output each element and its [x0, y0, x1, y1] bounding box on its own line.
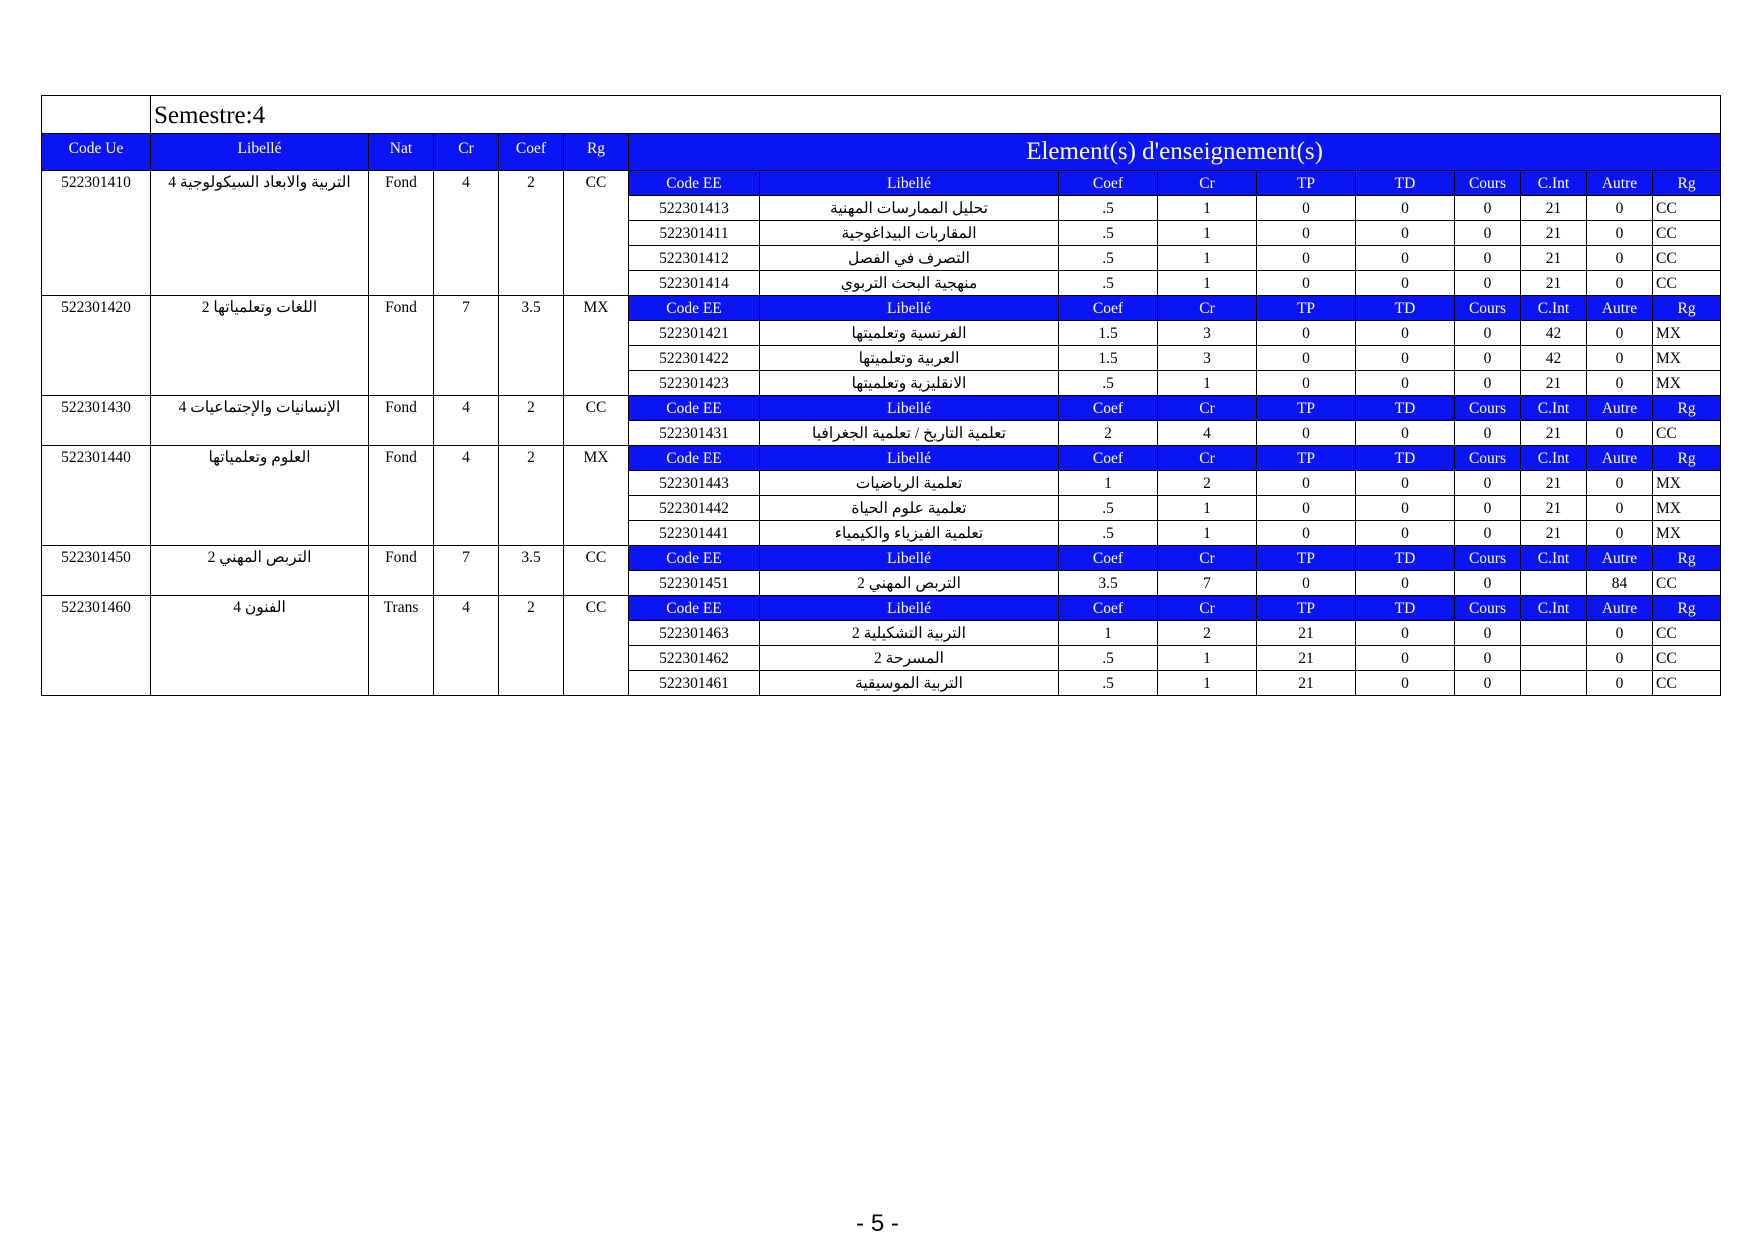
ee-header-label: Libellé [760, 546, 1059, 571]
ee-cours: 0 [1455, 246, 1521, 271]
ee-header-label: Libellé [760, 396, 1059, 421]
ee-rg: CC [1653, 671, 1721, 696]
ee-header-tp: TP [1257, 396, 1356, 421]
ee-td: 0 [1356, 471, 1455, 496]
ee-cr: 1 [1158, 496, 1257, 521]
ue-label: التربية والابعاد السيكولوجية 4 [151, 171, 369, 296]
ee-header-tp: TP [1257, 446, 1356, 471]
ue-coef: 2 [499, 446, 564, 546]
ee-header-autre: Autre [1587, 546, 1653, 571]
ee-coef: .5 [1059, 221, 1158, 246]
ee-header-label: Libellé [760, 596, 1059, 621]
ee-code: 522301461 [629, 671, 760, 696]
header-row [42, 134, 1721, 171]
ue-nat: Fond [369, 446, 434, 546]
ee-td: 0 [1356, 671, 1455, 696]
ee-autre: 0 [1587, 271, 1653, 296]
ee-code: 522301443 [629, 471, 760, 496]
ee-rg: CC [1653, 271, 1721, 296]
ue-nat: Fond [369, 171, 434, 296]
ee-header-tp: TP [1257, 296, 1356, 321]
ee-td: 0 [1356, 621, 1455, 646]
ue-label: اللغات وتعلمياتها 2 [151, 296, 369, 396]
ee-header-coef: Coef [1059, 296, 1158, 321]
ee-header-cours: Cours [1455, 396, 1521, 421]
ee-label: الانقليزية وتعلميتها [760, 371, 1059, 396]
ee-td: 0 [1356, 321, 1455, 346]
unit-row [42, 446, 1721, 471]
ee-tp: 21 [1257, 621, 1356, 646]
ee-header-td: TD [1356, 296, 1455, 321]
ee-autre: 0 [1587, 496, 1653, 521]
ee-tp: 0 [1257, 496, 1356, 521]
ue-nat: Fond [369, 396, 434, 446]
ue-rg: CC [564, 596, 629, 696]
ue-code: 522301450 [42, 546, 151, 596]
ue-label: الإنسانيات والإجتماعيات 4 [151, 396, 369, 446]
header-nat: Nat [369, 134, 434, 171]
ee-coef: 2 [1059, 421, 1158, 446]
ee-cours: 0 [1455, 271, 1521, 296]
ee-code: 522301423 [629, 371, 760, 396]
ee-header-coef: Coef [1059, 446, 1158, 471]
ee-rg: CC [1653, 621, 1721, 646]
ee-header-code: Code EE [629, 546, 760, 571]
ee-cint: 21 [1521, 371, 1587, 396]
ue-label: التربص المهني 2 [151, 546, 369, 596]
ee-cint: 42 [1521, 346, 1587, 371]
ee-header-autre: Autre [1587, 596, 1653, 621]
ue-code: 522301460 [42, 596, 151, 696]
ee-cr: 1 [1158, 221, 1257, 246]
ee-autre: 0 [1587, 471, 1653, 496]
ue-nat: Fond [369, 546, 434, 596]
ee-coef: .5 [1059, 246, 1158, 271]
ee-tp: 0 [1257, 321, 1356, 346]
ee-cr: 1 [1158, 196, 1257, 221]
ee-tp: 0 [1257, 246, 1356, 271]
ue-nat: Trans [369, 596, 434, 696]
ee-cint [1521, 571, 1587, 596]
ue-cr: 4 [434, 171, 499, 296]
ee-header-td: TD [1356, 446, 1455, 471]
ee-cint: 21 [1521, 471, 1587, 496]
ee-header-autre: Autre [1587, 446, 1653, 471]
ee-label: منهجية البحث التربوي [760, 271, 1059, 296]
ee-autre: 0 [1587, 521, 1653, 546]
ee-label: تعلمية الرياضيات [760, 471, 1059, 496]
ee-cint [1521, 646, 1587, 671]
ue-coef: 2 [499, 396, 564, 446]
ee-rg: CC [1653, 246, 1721, 271]
semester-table-container [41, 95, 1720, 694]
ue-coef: 2 [499, 596, 564, 696]
ue-rg: MX [564, 446, 629, 546]
semester-title: Semestre:4 [151, 96, 1721, 134]
ee-label: التصرف في الفصل [760, 246, 1059, 271]
ee-header-td: TD [1356, 396, 1455, 421]
ue-rg: CC [564, 396, 629, 446]
ee-td: 0 [1356, 221, 1455, 246]
ee-tp: 0 [1257, 196, 1356, 221]
ee-cours: 0 [1455, 571, 1521, 596]
ee-tp: 0 [1257, 421, 1356, 446]
header-coef: Coef [499, 134, 564, 171]
ee-label: التربية التشكيلية 2 [760, 621, 1059, 646]
ee-rg: CC [1653, 571, 1721, 596]
ee-label: المقاربات البيداغوجية [760, 221, 1059, 246]
ee-code: 522301451 [629, 571, 760, 596]
unit-row [42, 171, 1721, 196]
ee-cint: 21 [1521, 196, 1587, 221]
ee-header-cint: C.Int [1521, 596, 1587, 621]
ee-cours: 0 [1455, 621, 1521, 646]
ee-td: 0 [1356, 421, 1455, 446]
ee-header-rg: Rg [1653, 596, 1721, 621]
ue-coef: 2 [499, 171, 564, 296]
ee-cours: 0 [1455, 221, 1521, 246]
ee-code: 522301413 [629, 196, 760, 221]
ue-label: العلوم وتعلمياتها [151, 446, 369, 546]
unit-row [42, 546, 1721, 571]
ue-code: 522301410 [42, 171, 151, 296]
header-libelle: Libellé [151, 134, 369, 171]
ee-cint: 21 [1521, 246, 1587, 271]
ee-cours: 0 [1455, 471, 1521, 496]
ee-cint: 42 [1521, 321, 1587, 346]
ee-cours: 0 [1455, 421, 1521, 446]
ee-header-coef: Coef [1059, 546, 1158, 571]
ee-header-cint: C.Int [1521, 446, 1587, 471]
ee-rg: CC [1653, 196, 1721, 221]
ee-coef: 3.5 [1059, 571, 1158, 596]
ee-header-code: Code EE [629, 296, 760, 321]
ee-cr: 1 [1158, 521, 1257, 546]
ee-tp: 21 [1257, 671, 1356, 696]
ee-header-code: Code EE [629, 446, 760, 471]
semester-row [42, 96, 1721, 134]
ee-cours: 0 [1455, 346, 1521, 371]
unit-row [42, 396, 1721, 421]
ee-rg: MX [1653, 371, 1721, 396]
ee-coef: .5 [1059, 371, 1158, 396]
ee-code: 522301463 [629, 621, 760, 646]
ee-autre: 0 [1587, 246, 1653, 271]
ee-header-cours: Cours [1455, 596, 1521, 621]
ue-coef: 3.5 [499, 546, 564, 596]
ee-cint: 21 [1521, 496, 1587, 521]
ee-coef: .5 [1059, 646, 1158, 671]
ue-code: 522301440 [42, 446, 151, 546]
ee-header-td: TD [1356, 171, 1455, 196]
ee-header-rg: Rg [1653, 546, 1721, 571]
ee-coef: .5 [1059, 671, 1158, 696]
ee-code: 522301422 [629, 346, 760, 371]
ee-cint: 21 [1521, 271, 1587, 296]
ee-autre: 84 [1587, 571, 1653, 596]
ee-cr: 3 [1158, 321, 1257, 346]
unit-row [42, 596, 1721, 621]
ee-cint: 21 [1521, 521, 1587, 546]
ee-header-cr: Cr [1158, 396, 1257, 421]
ee-rg: CC [1653, 221, 1721, 246]
ee-td: 0 [1356, 346, 1455, 371]
ue-nat: Fond [369, 296, 434, 396]
ee-rg: CC [1653, 421, 1721, 446]
ee-header-cr: Cr [1158, 596, 1257, 621]
page-number: - 5 - [856, 1210, 899, 1237]
ee-label: تعلمية علوم الحياة [760, 496, 1059, 521]
ee-header-cr: Cr [1158, 296, 1257, 321]
ee-tp: 21 [1257, 646, 1356, 671]
ue-coef: 3.5 [499, 296, 564, 396]
ee-code: 522301441 [629, 521, 760, 546]
ee-cint [1521, 671, 1587, 696]
ee-td: 0 [1356, 496, 1455, 521]
ue-cr: 4 [434, 396, 499, 446]
ee-cint: 21 [1521, 421, 1587, 446]
ee-header-autre: Autre [1587, 296, 1653, 321]
ee-header-rg: Rg [1653, 296, 1721, 321]
ee-header-label: Libellé [760, 296, 1059, 321]
ue-cr: 7 [434, 296, 499, 396]
ee-header-coef: Coef [1059, 171, 1158, 196]
ee-header-rg: Rg [1653, 171, 1721, 196]
ee-rg: MX [1653, 521, 1721, 546]
ee-cours: 0 [1455, 496, 1521, 521]
ee-tp: 0 [1257, 346, 1356, 371]
ee-header-rg: Rg [1653, 396, 1721, 421]
ee-autre: 0 [1587, 221, 1653, 246]
ee-coef: 1 [1059, 621, 1158, 646]
ee-code: 522301442 [629, 496, 760, 521]
ee-header-coef: Coef [1059, 396, 1158, 421]
ee-header-cours: Cours [1455, 446, 1521, 471]
ee-header-td: TD [1356, 546, 1455, 571]
ee-cint [1521, 621, 1587, 646]
ee-header-cint: C.Int [1521, 296, 1587, 321]
ee-header-cours: Cours [1455, 296, 1521, 321]
ee-header-cint: C.Int [1521, 546, 1587, 571]
ue-rg: MX [564, 296, 629, 396]
ee-td: 0 [1356, 646, 1455, 671]
ee-coef: 1.5 [1059, 346, 1158, 371]
ee-cr: 1 [1158, 271, 1257, 296]
ee-header-cint: C.Int [1521, 396, 1587, 421]
ee-header-tp: TP [1257, 546, 1356, 571]
ue-rg: CC [564, 546, 629, 596]
ee-tp: 0 [1257, 371, 1356, 396]
ee-cr: 4 [1158, 421, 1257, 446]
ee-label: تعلمية التاريخ / تعلمية الجغرافيا [760, 421, 1059, 446]
ee-header-cours: Cours [1455, 171, 1521, 196]
semester-table [41, 95, 1721, 696]
ee-td: 0 [1356, 521, 1455, 546]
ee-td: 0 [1356, 196, 1455, 221]
ee-coef: 1 [1059, 471, 1158, 496]
ee-cr: 2 [1158, 621, 1257, 646]
ee-header-rg: Rg [1653, 446, 1721, 471]
ee-label: الفرنسية وتعلميتها [760, 321, 1059, 346]
ee-cr: 1 [1158, 646, 1257, 671]
ue-code: 522301420 [42, 296, 151, 396]
ee-header-autre: Autre [1587, 171, 1653, 196]
ee-tp: 0 [1257, 521, 1356, 546]
ee-cr: 1 [1158, 371, 1257, 396]
ee-tp: 0 [1257, 221, 1356, 246]
ee-autre: 0 [1587, 671, 1653, 696]
ee-header-autre: Autre [1587, 396, 1653, 421]
header-rg: Rg [564, 134, 629, 171]
ee-cours: 0 [1455, 521, 1521, 546]
ue-rg: CC [564, 171, 629, 296]
ee-autre: 0 [1587, 321, 1653, 346]
ee-cours: 0 [1455, 371, 1521, 396]
ee-tp: 0 [1257, 571, 1356, 596]
ee-cint: 21 [1521, 221, 1587, 246]
header-code-ue: Code Ue [42, 134, 151, 171]
ue-cr: 7 [434, 546, 499, 596]
header-cr: Cr [434, 134, 499, 171]
ee-rg: MX [1653, 496, 1721, 521]
ee-autre: 0 [1587, 346, 1653, 371]
ee-coef: .5 [1059, 521, 1158, 546]
ee-header-cr: Cr [1158, 546, 1257, 571]
ee-td: 0 [1356, 371, 1455, 396]
ee-header-cr: Cr [1158, 446, 1257, 471]
ee-header-code: Code EE [629, 396, 760, 421]
ee-cours: 0 [1455, 196, 1521, 221]
ee-cr: 7 [1158, 571, 1257, 596]
ue-code: 522301430 [42, 396, 151, 446]
ee-tp: 0 [1257, 471, 1356, 496]
ee-autre: 0 [1587, 196, 1653, 221]
ee-autre: 0 [1587, 646, 1653, 671]
semester-blank-cell [42, 96, 151, 134]
ee-cours: 0 [1455, 646, 1521, 671]
ee-header-coef: Coef [1059, 596, 1158, 621]
ue-label: الفنون 4 [151, 596, 369, 696]
ee-code: 522301462 [629, 646, 760, 671]
ee-code: 522301431 [629, 421, 760, 446]
ee-autre: 0 [1587, 621, 1653, 646]
ee-cr: 1 [1158, 671, 1257, 696]
ue-cr: 4 [434, 596, 499, 696]
ee-code: 522301414 [629, 271, 760, 296]
ee-header-tp: TP [1257, 596, 1356, 621]
ee-code: 522301412 [629, 246, 760, 271]
ee-tp: 0 [1257, 271, 1356, 296]
ee-header-cours: Cours [1455, 546, 1521, 571]
ee-label: تعلمية الفيزياء والكيمياء [760, 521, 1059, 546]
ee-rg: MX [1653, 321, 1721, 346]
elements-section-title: Element(s) d'enseignement(s) [629, 134, 1721, 171]
ee-cr: 2 [1158, 471, 1257, 496]
ee-td: 0 [1356, 571, 1455, 596]
ee-td: 0 [1356, 271, 1455, 296]
ee-code: 522301421 [629, 321, 760, 346]
ee-coef: .5 [1059, 196, 1158, 221]
ee-td: 0 [1356, 246, 1455, 271]
ee-cours: 0 [1455, 671, 1521, 696]
ee-label: التربية الموسيقية [760, 671, 1059, 696]
ee-rg: MX [1653, 346, 1721, 371]
ee-header-code: Code EE [629, 171, 760, 196]
ee-autre: 0 [1587, 371, 1653, 396]
unit-row [42, 296, 1721, 321]
ee-autre: 0 [1587, 421, 1653, 446]
ee-header-cr: Cr [1158, 171, 1257, 196]
ee-label: المسرحة 2 [760, 646, 1059, 671]
ee-rg: CC [1653, 646, 1721, 671]
ee-header-label: Libellé [760, 446, 1059, 471]
ee-header-td: TD [1356, 596, 1455, 621]
ee-label: العربية وتعلميتها [760, 346, 1059, 371]
ee-label: تحليل الممارسات المهنية [760, 196, 1059, 221]
ee-coef: .5 [1059, 496, 1158, 521]
ee-header-label: Libellé [760, 171, 1059, 196]
ee-cours: 0 [1455, 321, 1521, 346]
ee-header-tp: TP [1257, 171, 1356, 196]
ee-coef: 1.5 [1059, 321, 1158, 346]
ee-cr: 1 [1158, 246, 1257, 271]
ee-cr: 3 [1158, 346, 1257, 371]
ue-cr: 4 [434, 446, 499, 546]
ee-label: التربص المهني 2 [760, 571, 1059, 596]
ee-code: 522301411 [629, 221, 760, 246]
ee-header-cint: C.Int [1521, 171, 1587, 196]
ee-coef: .5 [1059, 271, 1158, 296]
ee-header-code: Code EE [629, 596, 760, 621]
ee-rg: MX [1653, 471, 1721, 496]
